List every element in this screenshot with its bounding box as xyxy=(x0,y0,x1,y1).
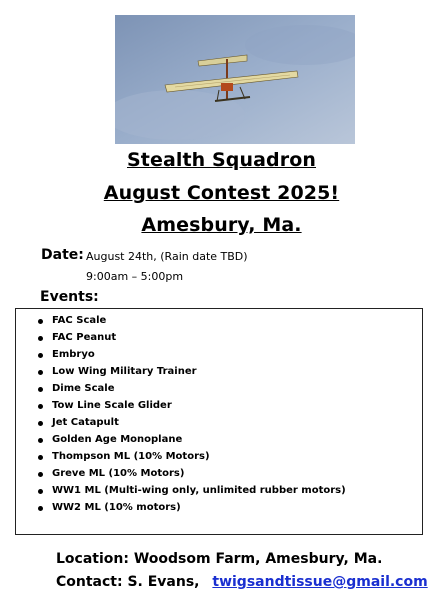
event-name: Greve ML (10% Motors) xyxy=(52,468,185,479)
list-item xyxy=(16,329,346,346)
contact-label: Contact: xyxy=(56,574,123,590)
events-list xyxy=(16,312,346,516)
bullet-icon xyxy=(38,387,43,392)
event-name: Golden Age Monoplane xyxy=(52,434,183,445)
airplane-photo xyxy=(115,15,355,144)
event-name: Low Wing Military Trainer xyxy=(52,366,197,377)
events-box xyxy=(15,308,423,535)
date-label: Date: xyxy=(41,247,84,263)
list-item xyxy=(16,431,346,448)
bullet-icon xyxy=(38,489,43,494)
event-name: FAC Peanut xyxy=(52,332,117,343)
bullet-icon xyxy=(38,438,43,443)
title-line-1: Stealth Squadron xyxy=(127,149,316,171)
bullet-icon xyxy=(38,370,43,375)
event-name: Thompson ML (10% Motors) xyxy=(52,451,210,462)
list-item xyxy=(16,414,346,431)
title-line-2: August Contest 2025! xyxy=(103,182,340,204)
event-name: FAC Scale xyxy=(52,315,107,326)
bullet-icon xyxy=(38,455,43,460)
list-item xyxy=(16,448,346,465)
list-item xyxy=(16,465,346,482)
list-item xyxy=(16,482,346,499)
list-item xyxy=(16,499,346,516)
bullet-icon xyxy=(38,353,43,358)
bullet-icon xyxy=(38,336,43,341)
bullet-icon xyxy=(38,506,43,511)
event-name: WW1 ML (Multi-wing only, unlimited rubber motors) xyxy=(52,485,346,496)
contact-email-link[interactable]: twigsandtissue@gmail.com xyxy=(212,574,428,590)
bullet-icon xyxy=(38,319,43,324)
list-item xyxy=(16,397,346,414)
event-name: Embryo xyxy=(52,349,95,360)
list-item xyxy=(16,346,346,363)
list-item xyxy=(16,312,346,329)
time-value: 9:00am – 5:00pm xyxy=(86,270,184,283)
bullet-icon xyxy=(38,472,43,477)
event-name: WW2 ML (10% motors) xyxy=(52,502,181,513)
title-line-3: Amesbury, Ma. xyxy=(141,214,302,236)
airplane-icon xyxy=(115,15,355,144)
contact-name: S. Evans, xyxy=(127,574,200,590)
location-line xyxy=(56,551,382,567)
event-name: Tow Line Scale Glider xyxy=(52,400,172,411)
list-item xyxy=(16,380,346,397)
location-value: Woodsom Farm, Amesbury, Ma. xyxy=(133,551,383,567)
date-value: August 24th, (Rain date TBD) xyxy=(86,250,248,263)
event-name: Dime Scale xyxy=(52,383,115,394)
list-item xyxy=(16,363,346,380)
location-label: Location: xyxy=(56,551,129,567)
events-label: Events: xyxy=(40,289,99,305)
bullet-icon xyxy=(38,404,43,409)
contact-line xyxy=(56,574,428,590)
bullet-icon xyxy=(38,421,43,426)
event-name: Jet Catapult xyxy=(52,417,119,428)
